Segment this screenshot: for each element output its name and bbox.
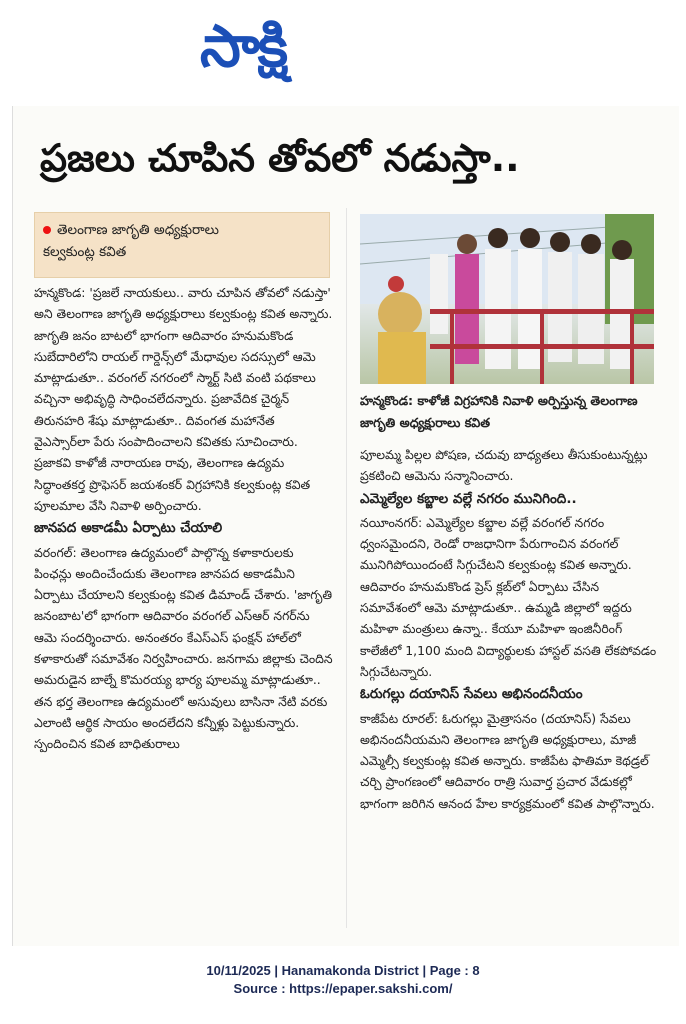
left-subheading: జానపద అకాడమీ ఏర్పాటు చేయాలి xyxy=(34,520,223,537)
footer-source-line: Source : https://epaper.sakshi.com/ xyxy=(233,981,453,996)
column-divider xyxy=(346,208,347,928)
footer-date-line: 10/11/2025 | Hanamakonda District | Page : 8 xyxy=(206,963,480,978)
sakshi-logo: సాక్షి xyxy=(200,12,287,80)
right-paragraph-1: పూలమ్మ పిల్లల పోషణ, చదువు బాధ్యతలు తీసుకుంటున్నట్లు ప్రకటించి ఆమెను సన్మానించారు. xyxy=(360,447,648,484)
bullet-dot-icon xyxy=(43,226,51,234)
right-paragraph-2: నయీంనగర్: ఎమ్మెల్యేల కబ్జాల వల్లే వరంగల్ నగరం ధ్వంసమైందని, రెండో రాజధానిగా పేరుగాంచిన వరంగల్ మునిగిపోయిందంటే సిగ్గుచేటని కల్వకుంట్ల కవిత అన్నారు. ఆదివారం హనుమకొండ ప్రెస్ క్లబ్‌లో ఏర్పాటు చేసిన సమావేశంలో ఆమె మాట్లాడుతూ.. ఉమ్మడి జిల్లాలో ఇద్దరు మహిళా మంత్రులు ఉన్నా.. కేయూ మహిళా ఇంజినీరింగ్ కాలేజీలో 1,100 మంది విద్యార్థులకు హాస్టల్ వసతి లేకపోవడం సిగ్గుచేటన్నారు. xyxy=(360,514,657,679)
left-paragraph-1: హన్మకొండ: 'ప్రజలే నాయకులు.. వారు చూపిన తోవలో నడుస్తా' అని తెలంగాణ జాగృతి అధ్యక్షురాలు కల్వకుంట్ల కవిత అన్నారు. జాగృతి జనం బాటలో భాగంగా ఆదివారం హనుమకొండ సుబేదారిలోని రాయల్ గార్డెన్స్‌లో మేధావుల సదస్సులో ఆమె మాట్లాడుతూ.. వరంగల్ నగరంలో స్మార్ట్ సిటి వంటి పథకాలు వచ్చినా అభివృద్ధి సాధించలేదన్నారు. ప్రజావేదిక చైర్మన్ తిరునహరి శేషు మాట్లాడుతూ.. దివంగత మహానేత వైఎస్సార్‌లా పేరు సంపాదించాలని కవితకు సూచించారు. ప్రజాకవి కాళోజీ నారాయణ రావు, తెలంగాణ ఉద్యమ సిద్ధాంతకర్త ప్రొఫెసర్ జయశంకర్ విగ్రహానికి కల్వకుంట్ల కవిత పూలమాల వేసి నివాళి అర్పించారు. xyxy=(34,285,333,513)
photo-caption: హన్మకొండ: కాళోజీ విగ్రహానికి నివాళి అర్పిస్తున్న తెలంగాణ జాగృతి అధ్యక్షురాలు కవిత xyxy=(360,393,638,430)
right-subheading-1: ఎమ్మెల్యేల కబ్జాల వల్లే నగరం మునిగింది.. xyxy=(360,490,577,507)
left-column xyxy=(34,282,334,755)
news-photo xyxy=(360,214,654,384)
byline-line2: కల్వకుంట్ల కవిత xyxy=(43,244,127,260)
statue-tribute-photo xyxy=(360,214,654,384)
byline-line1: తెలంగాణ జాగృతి అధ్యక్షురాలు xyxy=(57,222,219,238)
right-column xyxy=(360,444,660,814)
right-paragraph-3: కాజీపేట రూరల్: ఓరుగల్లు మైత్రాసనం (దయానిస్) సేవలు అభినందనీయమని తెలంగాణ జాగృతి అధ్యక్షురాలు, మాజీ ఎమ్మెల్సీ కల్వకుంట్ల కవిత అన్నారు. కాజీపేట ఫాతిమా కెథడ్రల్ చర్చి ప్రాంగణంలో ఆదివారం రాత్రి సువార్త ప్రచార వేడుకల్లో భాగంగా జరిగిన ఆనంద హేల కార్యక్రమంలో కవిత పాల్గొన్నారు. xyxy=(360,710,655,811)
masthead xyxy=(0,0,686,110)
left-paragraph-2: వరంగల్: తెలంగాణ ఉద్యమంలో పాల్గొన్న కళాకారులకు పింఛన్లు అందించేందుకు తెలంగాణ జానపద అకాడమీని ఏర్పాటు చేయాలని కల్వకుంట్ల కవిత డిమాండ్ చేశారు. 'జాగృతి జనంబాట'లో భాగంగా ఆదివారం వరంగల్ ఎస్ఆర్ నగర్‌ను ఆమె సందర్శించారు. అనంతరం కేఎస్ఎస్ ఫంక్షన్ హాల్‌లో కళాకారుతో సమావేశం నిర్వహించారు. జనగామ జిల్లాకు చెందిన అమరుడైన బాల్నే కొమరయ్య భార్య పూలమ్మ మాట్లాడుతూ.. తన భర్త తెలంగాణ ఉద్యమంలో అసువులు బాసినా నేటి వరకు ఎలాంటి ఆర్థిక సాయం అందలేదని కన్నీళ్లు పెట్టుకున్నారు. స్పందించిన కవిత బాధితురాలు xyxy=(34,544,333,752)
right-subheading-2: ఓరుగల్లు దయానిస్ సేవలు అభినందనీయం xyxy=(360,686,583,703)
footer xyxy=(0,962,686,998)
byline-box xyxy=(34,212,330,278)
article-headline: ప్రజలు చూపిన తోవలో నడుస్తా.. xyxy=(40,136,520,180)
